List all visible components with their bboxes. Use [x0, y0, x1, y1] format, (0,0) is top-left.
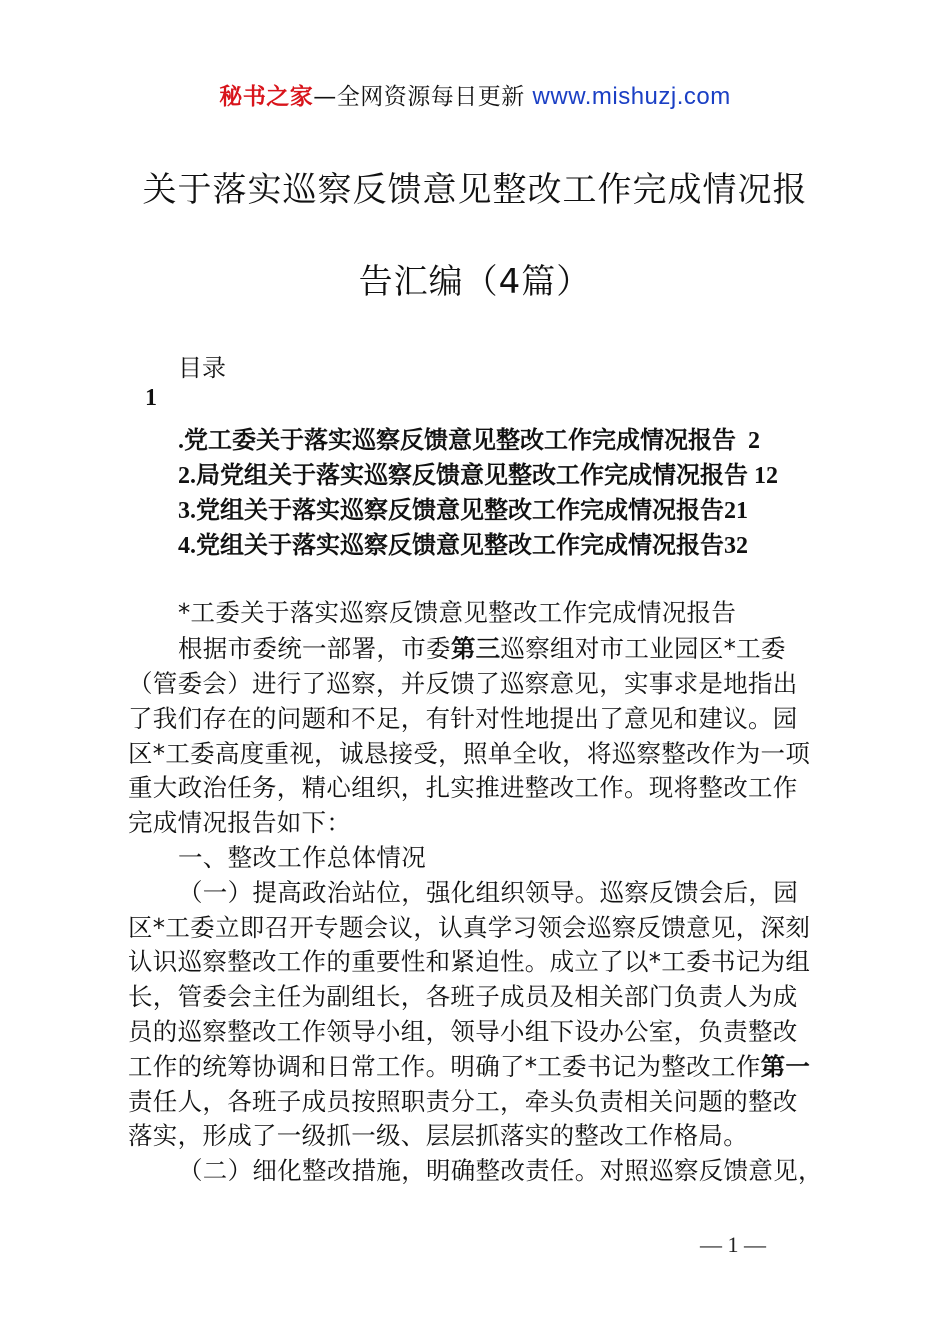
toc-item-label: 党组关于落实巡察反馈意见整改工作完成情况报告 [196, 531, 724, 559]
text-run: 工作的统筹协调和日常工作。明确了*工委书记为整改工作 [128, 1052, 761, 1081]
toc-item[interactable] [178, 420, 760, 455]
paragraph-line: 长，管委会主任为副组长，各班子成员及相关部门负责人为成 [128, 982, 798, 1011]
bold-text-run: 第三 [450, 634, 501, 663]
paragraph-line: 重大政治任务，精心组织，扎实推进整改工作。现将整改工作 [128, 773, 798, 802]
brand-name: 秘书之家 [219, 84, 314, 110]
toc-item-prefix: 3. [178, 498, 196, 524]
toc-heading: 目录 [178, 354, 226, 382]
section-heading: 一、整改工作总体情况 [178, 843, 426, 872]
section-heading: *工委关于落实巡察反馈意见整改工作完成情况报告 [178, 598, 737, 627]
toc-item[interactable] [178, 490, 748, 525]
toc-item-label: 党组关于落实巡察反馈意见整改工作完成情况报告 [196, 496, 724, 524]
site-banner [0, 78, 950, 111]
toc-item[interactable] [178, 525, 748, 560]
toc-item-page: 32 [724, 533, 748, 559]
toc-item[interactable] [178, 455, 778, 490]
paragraph-line: 责任人，各班子成员按照职责分工，牵头负责相关问题的整改 [128, 1087, 798, 1116]
paragraph-line [128, 1048, 810, 1083]
toc-item-prefix: 2. [178, 463, 196, 489]
paragraph-line: 区*工委高度重视，诚恳接受，照单全收，将巡察整改作为一项 [128, 739, 811, 768]
paragraph-line: 员的巡察整改工作领导小组，领导小组下设办公室，负责整改 [128, 1017, 798, 1046]
toc-item-page: 12 [748, 463, 778, 489]
bold-text-run: 第一 [760, 1052, 811, 1081]
paragraph-line [178, 630, 786, 665]
toc-item-page: 21 [724, 498, 748, 524]
paragraph-line: 落实，形成了一级抓一级、层层抓落实的整改工作格局。 [128, 1121, 748, 1150]
text-run: 巡察组对市工业园区*工委 [500, 634, 786, 663]
banner-tagline: —全网资源每日更新 [313, 84, 533, 110]
toc-item-prefix: 4. [178, 533, 196, 559]
site-url-link[interactable]: www.mishuzj.com [532, 83, 731, 110]
toc-item-page: 2 [736, 428, 760, 454]
page-number: — 1 — [700, 1232, 766, 1257]
text-run: 根据市委统一部署，市委 [178, 634, 451, 663]
paragraph-line: 区*工委立即召开专题会议，认真学习领会巡察反馈意见，深刻 [128, 913, 811, 942]
paragraph-line: 完成情况报告如下： [128, 808, 352, 837]
paragraph-line: （二）细化整改措施，明确整改责任。对照巡察反馈意见， [178, 1156, 823, 1185]
toc-item-label: 局党组关于落实巡察反馈意见整改工作完成情况报告 [196, 461, 748, 489]
toc-item-prefix: . [178, 428, 184, 454]
toc-first-number: 1 [145, 385, 157, 411]
paragraph-line: 认识巡察整改工作的重要性和紧迫性。成立了以*工委书记为组 [128, 947, 811, 976]
toc-item-label: 党工委关于落实巡察反馈意见整改工作完成情况报告 [184, 426, 736, 454]
document-title-line2: 告汇编（4篇） [358, 262, 592, 302]
paragraph-line: 了我们存在的问题和不足，有针对性地提出了意见和建议。园 [128, 704, 798, 733]
document-title-line1: 关于落实巡察反馈意见整改工作完成情况报 [142, 170, 808, 210]
paragraph-line: （一）提高政治站位，强化组织领导。巡察反馈会后，园 [178, 878, 798, 907]
paragraph-line: （管委会）进行了巡察，并反馈了巡察意见，实事求是地指出 [128, 669, 798, 698]
